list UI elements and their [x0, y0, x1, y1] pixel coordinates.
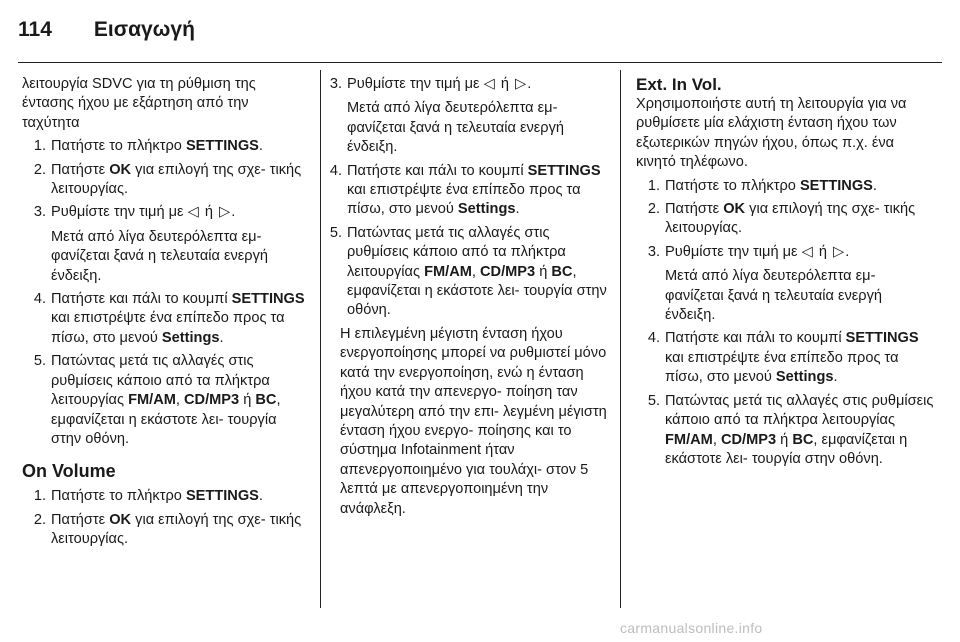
paragraph-text: Η επιλεγμένη μέγιστη ένταση ήχου ενεργοποίησης μπορεί να ρυθμιστεί μόνο κατά την ενεργοποίηση, ενώ η ένταση ήχου κατά την απενεργο- ποίηση ταν μεγαλύτερη από την επι- λεγμένη μέγιστη ένταση ήχου ενεργο- ποίησης και το σύστημα Infotainment ήταν απενεργοποιημένο για τουλάχι- στον 5 λεπτά με απενεργοποιημένη την ανάφλεξη. [340, 325, 607, 517]
step-item: 5. Πατώντας μετά τις αλλαγές στις ρυθμίσεις κάποιο από τα πλήκτρα λειτουργίας FM/AM, CD/MP3 ή BC, εμφανίζεται η εκάστοτε λει- τουργία στην οθόνη. [329, 224, 607, 319]
step-note: Μετά από λίγα δευτερόλεπτα εμ- φανίζεται ξανά η τελευταία ενεργή ένδειξη. [51, 228, 269, 284]
intro-text: λειτουργία SDVC για τη ρύθμιση της έντασης ήχου με εξάρτηση από την ταχύτητα [22, 76, 256, 131]
arrow-left-right-icon: ◁ ή ▷ [483, 76, 528, 92]
step-note: Μετά από λίγα δευτερόλεπτα εμ- φανίζεται ξανά η τελευταία ενεργή ένδειξη. [665, 268, 883, 324]
step-item: 1. Πατήστε το πλήκτρο SETTINGS. [33, 488, 263, 505]
page-title: Εισαγωγή [93, 18, 195, 41]
column-2 [318, 75, 608, 519]
step-item: 3. Ρυθμίστε την τιμή με ◁ ή ▷. Μετά από λίγα δευτερόλεπτα εμ- φανίζεται ξανά η τελευταία ενεργή ένδειξη. [22, 203, 310, 286]
step-item: 4. Πατήστε και πάλι το κουμπί SETTINGS και επιστρέψτε ένα επίπεδο προς τα πίσω, στο μενού Settings. [33, 291, 305, 346]
step-note: Μετά από λίγα δευτερόλεπτα εμ- φανίζεται ξανά η τελευταία ενεργή ένδειξη. [347, 100, 565, 156]
step-item: 2. Πατήστε OK για επιλογή της σχε- τικής λειτουργίας. [647, 201, 916, 237]
arrow-left-right-icon: ◁ ή ▷ [801, 243, 846, 260]
step-item: 1. Πατήστε το πλήκτρο SETTINGS. [647, 177, 877, 194]
step-item: 2. Πατήστε OK για επιλογή της σχε- τικής λειτουργίας. [33, 161, 302, 198]
step-item: 5. Πατώντας μετά τις αλλαγές στις ρυθμίσεις κάποιο από τα πλήκτρα λειτουργίας FM/AM, CD/MP3 ή BC, εμφανίζεται η εκάστοτε λει- τουργία στην οθόνη. [647, 392, 934, 467]
step-item: 5. Πατώντας μετά τις αλλαγές στις ρυθμίσεις κάποιο από τα πλήκτρα λειτουργίας FM/AM, CD/MP3 ή BC, εμφανίζεται η εκάστοτε λει- τουργία στην οθόνη. [33, 353, 281, 447]
page-header [18, 10, 195, 50]
step-item: 4. Πατήστε και πάλι το κουμπί SETTINGS και επιστρέψτε ένα επίπεδο προς τα πίσω, στο μενού Settings. [647, 330, 919, 386]
page-number: 114 [18, 18, 52, 41]
step-item: 3. Ρυθμίστε την τιμή με ◁ ή ▷. Μετά από λίγα δευτερόλεπτα εμ- φανίζεται ξανά η τελευταία ενεργή ένδειξη. [318, 75, 608, 158]
section-heading-ext-in-vol: Ext. In Vol. [636, 75, 722, 94]
step-item: 4. Πατήστε και πάλι το κουμπί SETTINGS και επιστρέψτε ένα επίπεδο προς τα πίσω, στο μενού Settings. [329, 162, 601, 218]
column-3 [636, 75, 936, 469]
step-item: 2. Πατήστε OK για επιλογή της σχε- τικής λειτουργίας. [33, 511, 302, 548]
watermark: carmanualsonline.info [620, 620, 763, 636]
column-divider-2 [620, 70, 621, 608]
arrow-left-right-icon: ◁ ή ▷ [187, 204, 232, 221]
step-item: 1. Πατήστε το πλήκτρο SETTINGS. [33, 138, 263, 155]
intro-text: Χρησιμοποιήστε αυτή τη λειτουργία για να ρυθμίσετε μία ελάχιστη ένταση ήχου των εξωτερικών πηγών ήχου, όπως π.χ. ένα κινητό τηλέφωνο. [636, 96, 907, 171]
column-1 [22, 75, 310, 550]
section-heading-on-volume: On Volume [22, 461, 116, 482]
step-item: 3. Ρυθμίστε την τιμή με ◁ ή ▷. Μετά από λίγα δευτερόλεπτα εμ- φανίζεται ξανά η τελευταία ενεργή ένδειξη. [636, 243, 936, 326]
header-rule [18, 62, 942, 63]
